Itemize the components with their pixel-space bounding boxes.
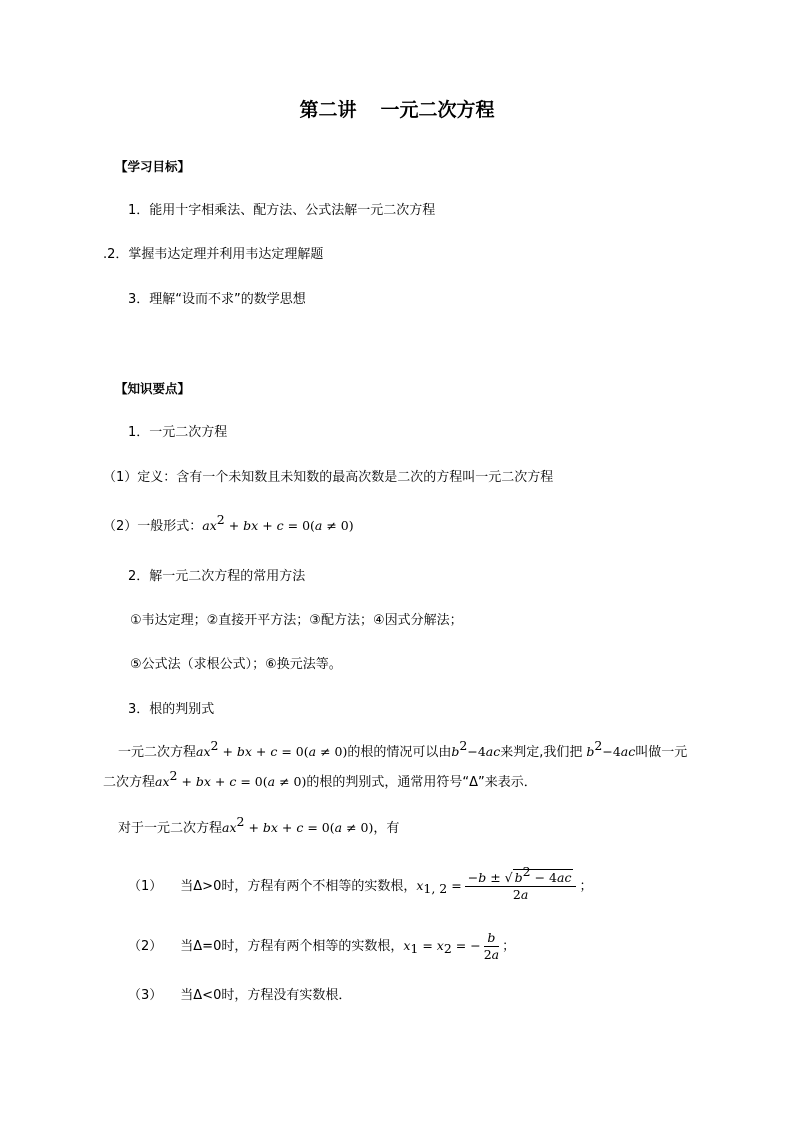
- discriminant-paragraph-line-1: 一元二次方程$ax^2$ + bx + c = 0(a ≠ 0)的根的情况可以由$b^2-4ac$来判定,我们把 $b^2-4ac$叫做一元: [118, 738, 688, 760]
- goals-heading: 【学习目标】: [115, 159, 191, 174]
- methods-line-2: ⑤公式法（求根公式）；⑥换元法等。: [130, 657, 342, 672]
- page-title: 第二讲 一元二次方程: [299, 99, 495, 121]
- section-2-title: 2．解一元二次方程的常用方法: [128, 569, 306, 584]
- case-1: （1） 当Δ>0时，方程有两个不相等的实数根，$x_{1, 2}$ = $\frac{-b \pm √ b^2 - 4ac}{2a}$ ；: [128, 864, 593, 902]
- section-1-title: 1．一元二次方程: [128, 425, 228, 440]
- goal-item-2: .2．掌握韦达定理并利用韦达定理解题: [103, 247, 324, 262]
- formula-general-form: $ax^2$ + bx + c = 0(a ≠ 0): [202, 512, 354, 533]
- methods-line-1: ①韦达定理；②直接开平方法；③配方法；④因式分解法；: [130, 613, 463, 628]
- goal-item-1: 1．能用十字相乘法、配方法、公式法解一元二次方程: [128, 203, 436, 218]
- cases-intro: 对于一元二次方程$ax^2$ + bx + c = 0(a ≠ 0)，有: [118, 814, 400, 836]
- formula-roots-equal: $x_1 = x_2$ = − $\frac{b}{2a}$: [403, 930, 500, 962]
- discriminant-paragraph-line-2: 二次方程$ax^2$ + bx + c = 0(a ≠ 0)的根的判别式，通常用符号“Δ”来表示．: [103, 768, 537, 790]
- case-3: （3） 当Δ<0时，方程没有实数根．: [128, 988, 352, 1003]
- case-2: （2） 当Δ=0时，方程有两个相等的实数根，$x_1 = x_2$ = − $\frac{b}{2a}$ ；: [128, 930, 516, 962]
- section-3-title: 3．根的判别式: [128, 702, 215, 717]
- formula-roots-distinct: $x_{1, 2}$ = $\frac{-b \pm √ b^2 - 4ac}{2a}$: [416, 878, 579, 893]
- general-form: （2）一般形式：$ax^2$ + bx + c = 0(a ≠ 0): [103, 512, 354, 534]
- points-heading: 【知识要点】: [115, 381, 191, 396]
- definition-text: （1）定义：含有一个未知数且未知数的最高次数是二次的方程叫一元二次方程: [103, 470, 554, 485]
- goal-item-3: 3．理解“设而不求”的数学思想: [128, 292, 306, 307]
